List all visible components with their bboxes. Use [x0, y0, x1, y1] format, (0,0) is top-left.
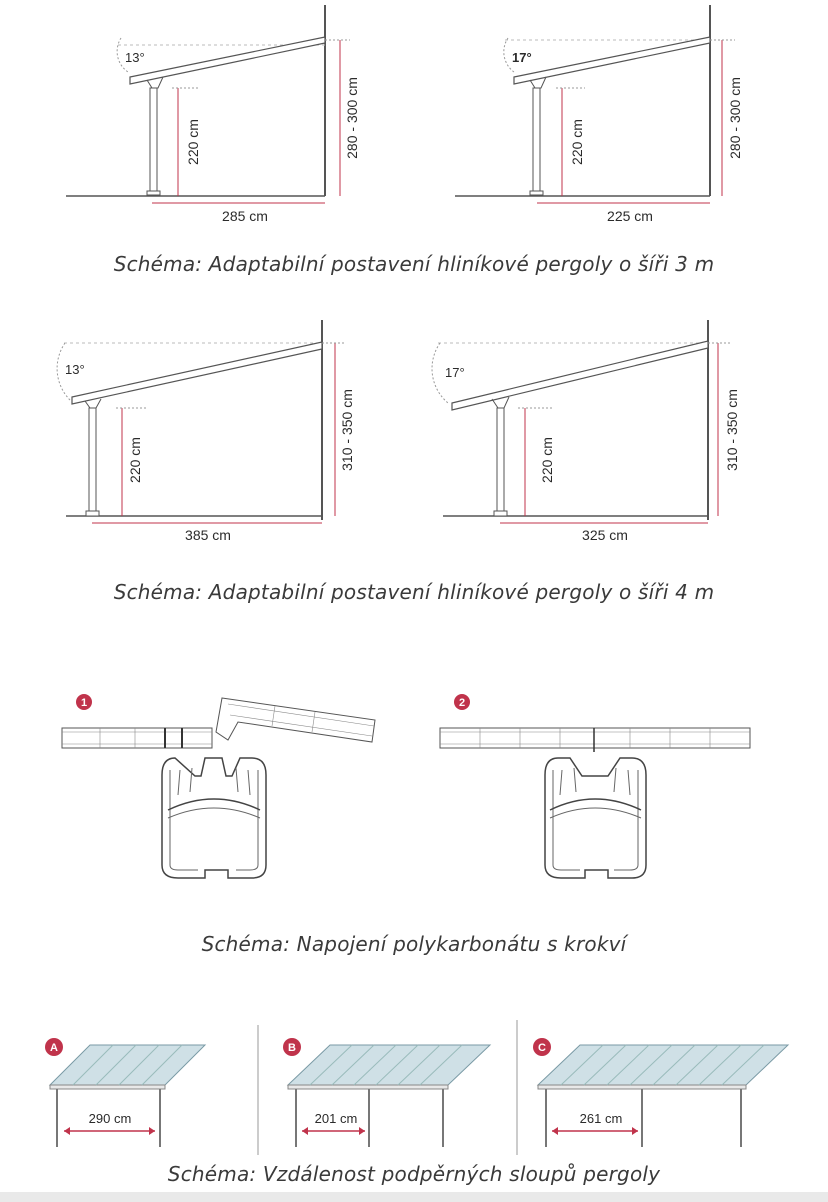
post-height-label: 220 cm — [569, 119, 585, 165]
pergola-3m-17deg — [455, 5, 743, 224]
caption-connection: Schéma: Napojení polykarbonátu s krokví — [201, 932, 627, 956]
step-badge: 1 — [80, 697, 88, 709]
total-height-label: 280 - 300 cm — [344, 77, 360, 159]
distance-label: 290 cm — [88, 1111, 132, 1126]
pergola-3m-13deg — [66, 5, 360, 224]
caption-4m: Schéma: Adaptabilní postavení hliníkové pergoly o šíři 4 m — [113, 580, 715, 604]
caption-3m: Schéma: Adaptabilní postavení hliníkové pergoly o šíři 3 m — [113, 252, 715, 276]
total-height-label: 280 - 300 cm — [727, 77, 743, 159]
post-layout-b — [283, 1038, 490, 1147]
variant-badge: A — [50, 1042, 58, 1054]
post-height-label: 220 cm — [539, 437, 555, 483]
depth-label: 325 cm — [582, 527, 628, 543]
variant-badge: B — [288, 1042, 296, 1054]
post-layout-a — [45, 1038, 205, 1147]
post-height-label: 220 cm — [185, 119, 201, 165]
pergola-4m-13deg — [57, 320, 355, 543]
diagram-4m — [0, 315, 828, 555]
angle-label: 17° — [512, 50, 532, 65]
angle-label: 17° — [445, 365, 465, 380]
diagram-connection — [0, 680, 828, 900]
angle-label: 13° — [125, 50, 145, 65]
depth-label: 225 cm — [607, 208, 653, 224]
bottom-scroll-edge — [0, 1192, 828, 1202]
pergola-4m-17deg — [432, 320, 740, 543]
depth-label: 285 cm — [222, 208, 268, 224]
post-height-label: 220 cm — [127, 437, 143, 483]
diagram-posts — [0, 1015, 828, 1155]
step-badge: 2 — [458, 697, 466, 709]
connection-step-1 — [62, 694, 375, 878]
distance-label: 201 cm — [314, 1111, 358, 1126]
connection-step-2 — [440, 694, 750, 878]
diagram-3m — [0, 0, 828, 240]
total-height-label: 310 - 350 cm — [724, 389, 740, 471]
caption-posts: Schéma: Vzdálenost podpěrných sloupů pergoly — [167, 1162, 661, 1186]
variant-badge: C — [538, 1042, 546, 1054]
depth-label: 385 cm — [185, 527, 231, 543]
angle-label: 13° — [65, 362, 85, 377]
total-height-label: 310 - 350 cm — [339, 389, 355, 471]
distance-label: 261 cm — [579, 1111, 623, 1126]
post-layout-c — [533, 1038, 788, 1147]
